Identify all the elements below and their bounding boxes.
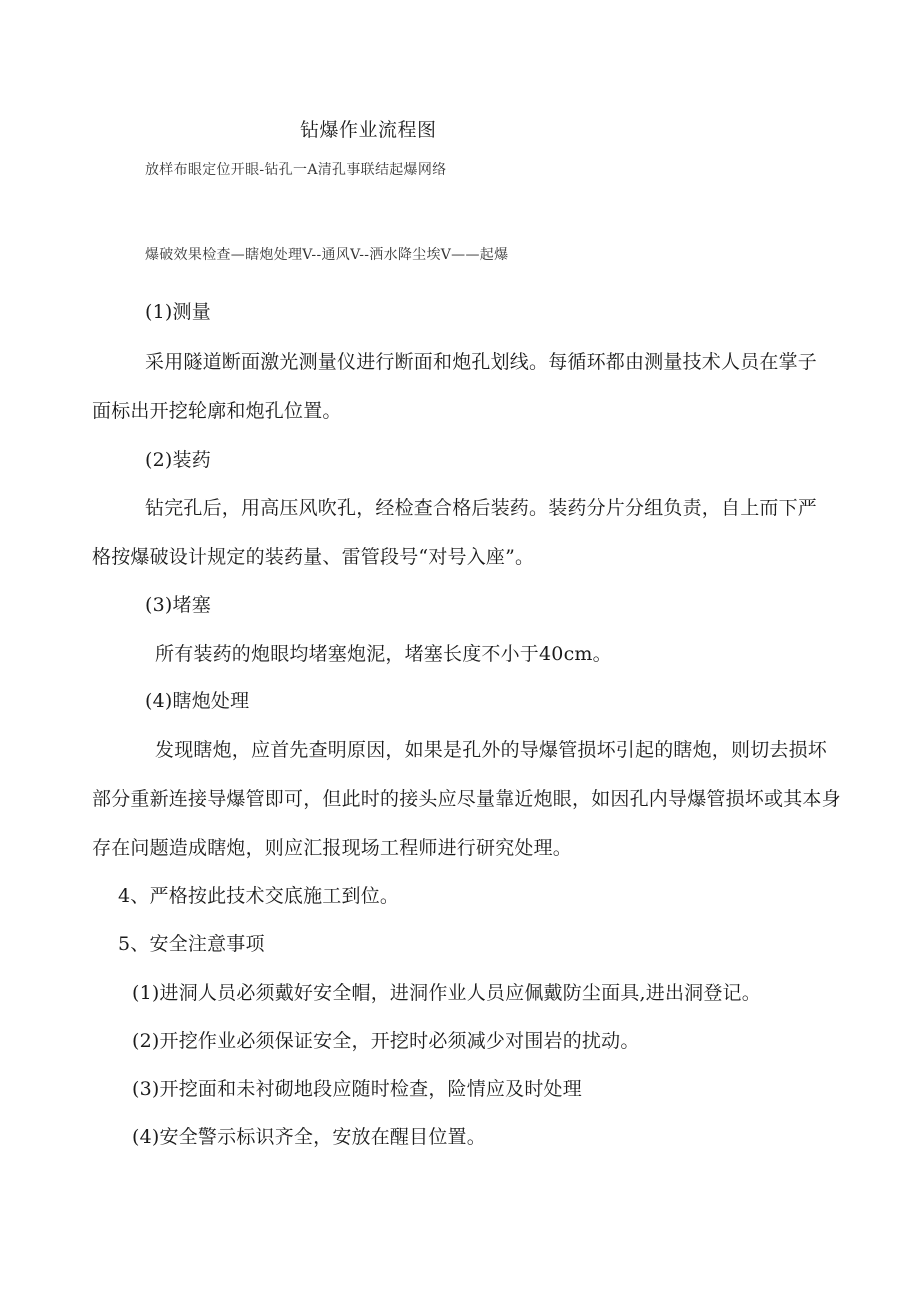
section-heading-misfire: (4)瞎炮处理 bbox=[145, 690, 250, 712]
safety-point: (3)开挖面和未衬砌地段应随时检查，险情应及时处理 bbox=[132, 1078, 582, 1100]
safety-point: (2)开挖作业必须保证安全，开挖时必须减少对围岩的扰动。 bbox=[132, 1030, 640, 1052]
paragraph-charging-line-2: 格按爆破设计规定的装药量、雷管段号“对号入座”。 bbox=[92, 546, 535, 568]
safety-point: (4)安全警示标识齐全，安放在醒目位置。 bbox=[132, 1126, 486, 1148]
section-heading-stemming: (3)堵塞 bbox=[145, 594, 211, 616]
section-heading-measure: (1)测量 bbox=[145, 301, 211, 323]
item-5-safety-heading: 5、安全注意事项 bbox=[118, 933, 265, 955]
item-4-construction: 4、严格按此技术交底施工到位。 bbox=[118, 885, 400, 907]
paragraph-measure-line-2: 面标出开挖轮廓和炮孔位置。 bbox=[92, 400, 342, 422]
flow-line-2: 爆破效果检查—瞎炮处理V--通风V--洒水降尘埃V——起爆 bbox=[145, 247, 509, 263]
paragraph-measure-line-1: 采用隧道断面激光测量仪进行断面和炮孔划线。每循环都由测量技术人员在掌子 bbox=[145, 351, 818, 373]
paragraph-stemming: 所有装药的炮眼均堵塞炮泥，堵塞长度不小于40cm。 bbox=[155, 643, 612, 665]
section-heading-charging: (2)装药 bbox=[145, 449, 211, 471]
page-title: 钻爆作业流程图 bbox=[300, 119, 437, 141]
safety-point: (1)进洞人员必须戴好安全帽，进洞作业人员应佩戴防尘面具,进出洞登记。 bbox=[132, 982, 761, 1004]
paragraph-misfire-line-3: 存在问题造成瞎炮，则应汇报现场工程师进行研究处理。 bbox=[92, 837, 573, 859]
paragraph-misfire-line-2: 部分重新连接导爆管即可，但此时的接头应尽量靠近炮眼，如因孔内导爆管损坏或其本身 bbox=[92, 788, 841, 810]
paragraph-misfire-line-1: 发现瞎炮，应首先查明原因，如果是孔外的导爆管损坏引起的瞎炮，则切去损坏 bbox=[155, 739, 828, 761]
flow-line-1: 放样布眼定位开眼-钻孔一A清孔事联结起爆网络 bbox=[145, 162, 447, 178]
paragraph-charging-line-1: 钻完孔后，用高压风吹孔，经检查合格后装药。装药分片分组负责，自上而下严 bbox=[145, 497, 818, 519]
